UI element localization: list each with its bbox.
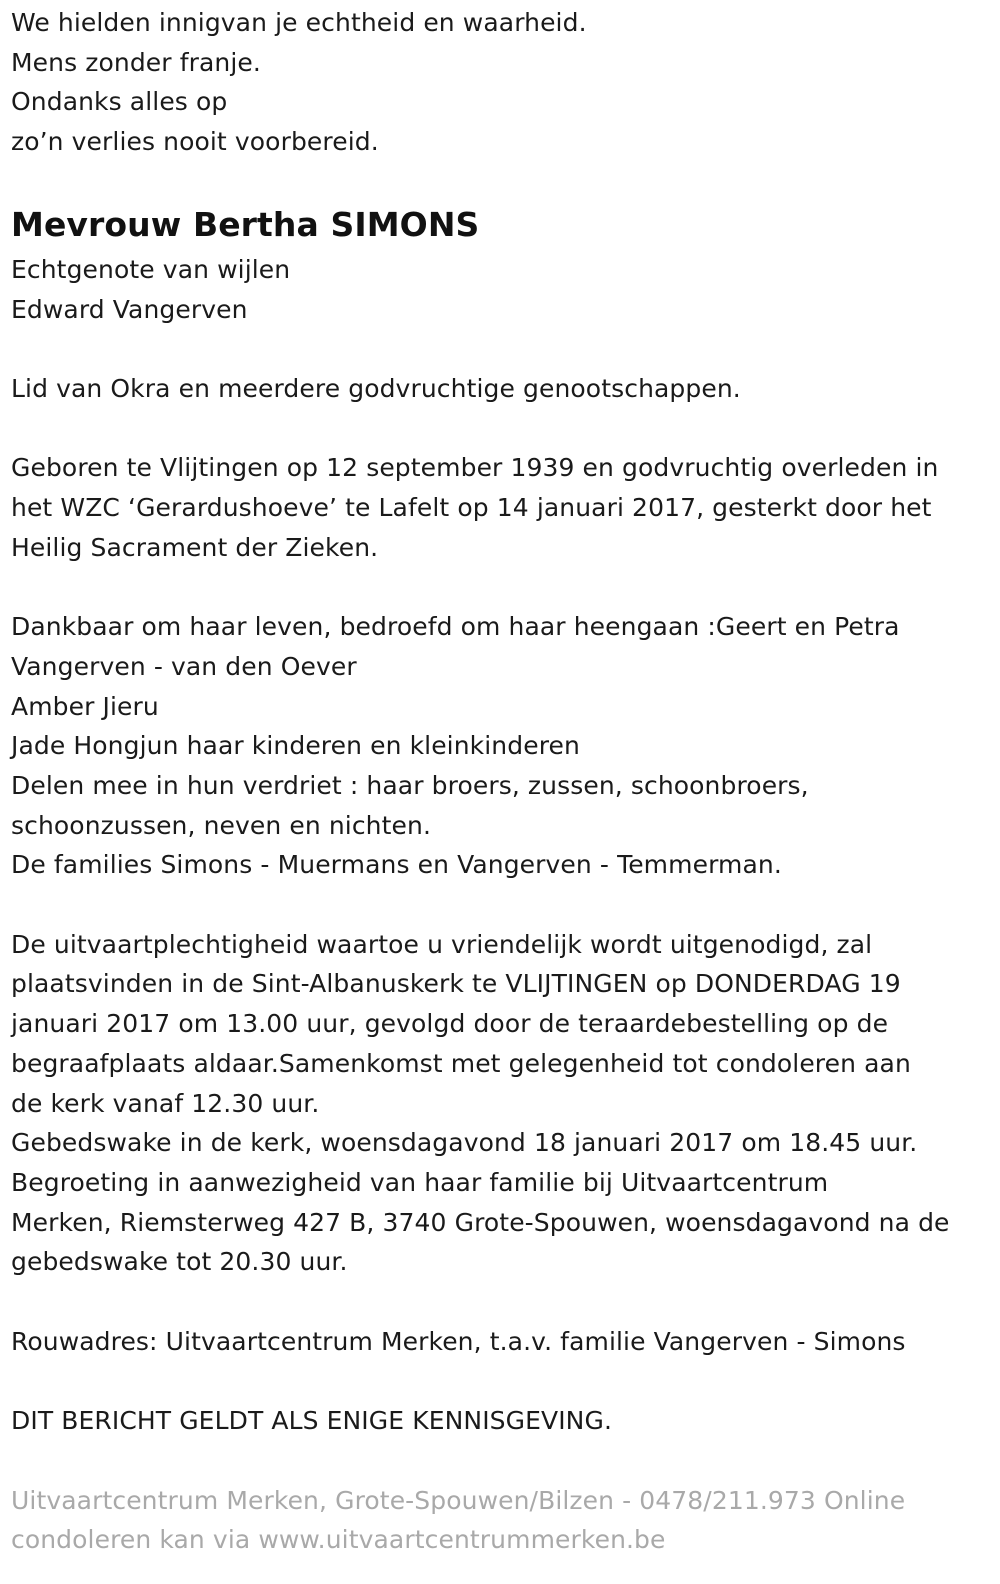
- spacer: [11, 329, 991, 369]
- footer-line: Uitvaartcentrum Merken, Grote-Spouwen/Bilzen - 0478/211.973 Online: [11, 1485, 906, 1515]
- mourning-address: Rouwadres: Uitvaartcentrum Merken, t.a.v. familie Vangerven - Simons: [11, 1326, 906, 1356]
- paragraph-line: De uitvaartplechtigheid waartoe u vriendelijk wordt uitgenodigd, zal: [11, 929, 873, 959]
- spacer: [11, 885, 991, 925]
- paragraph-line: Jade Hongjun haar kinderen en kleinkinderen: [11, 731, 580, 761]
- paragraph-line: De families Simons - Muermans en Vangerven - Temmerman.: [11, 850, 782, 880]
- paragraph-line: gebedswake tot 20.30 uur.: [11, 1247, 348, 1277]
- poem-line: We hielden innigvan je echtheid en waarheid.: [11, 8, 587, 37]
- poem-line: Ondanks alles op: [11, 87, 228, 117]
- spacer: [11, 1361, 991, 1401]
- poem: [11, 3, 991, 162]
- paragraph-line: Geboren te Vlijtingen op 12 september 1939 en godvruchtig overleden in: [11, 453, 939, 483]
- paragraph-line: januari 2017 om 13.00 uur, gevolgd door de teraardebestelling op de: [11, 1009, 889, 1039]
- paragraph-line: de kerk vanaf 12.30 uur.: [11, 1088, 320, 1118]
- spouse-line: Echtgenote van wijlen: [11, 254, 291, 284]
- paragraph-line: Merken, Riemsterweg 427 B, 3740 Grote-Spouwen, woensdagavond na de: [11, 1207, 950, 1237]
- paragraph-line: plaatsvinden in de Sint-Albanuskerk te VLIJTINGEN op DONDERDAG 19: [11, 969, 901, 999]
- spouse-line: Edward Vangerven: [11, 294, 248, 324]
- family-paragraph: [11, 607, 991, 885]
- spacer: [11, 1441, 991, 1481]
- paragraph-line: Dankbaar om haar leven, bedroefd om haar heengaan :Geert en Petra: [11, 612, 900, 642]
- spacer: [11, 567, 991, 607]
- paragraph-line: het WZC ‘Gerardushoeve’ te Lafelt op 14 januari 2017, gesterkt door het: [11, 493, 932, 522]
- poem-line: zo’n verlies nooit voorbereid.: [11, 127, 379, 157]
- paragraph-line: schoonzussen, neven en nichten.: [11, 810, 432, 840]
- notice-text: DIT BERICHT GELDT ALS ENIGE KENNISGEVING.: [11, 1406, 612, 1436]
- spouse-info: [11, 250, 991, 329]
- paragraph-line: begraafplaats aldaar.Samenkomst met gelegenheid tot condoleren aan: [11, 1048, 911, 1078]
- spacer: [11, 1282, 991, 1322]
- death-notice: [11, 3, 991, 1560]
- spacer: [11, 409, 991, 449]
- paragraph-line: Gebedswake in de kerk, woensdagavond 18 januari 2017 om 18.45 uur.: [11, 1128, 918, 1158]
- paragraph-line: Heilig Sacrament der Zieken.: [11, 532, 379, 562]
- deceased-name: Mevrouw Bertha SIMONS: [11, 204, 480, 244]
- paragraph-line: Begroeting in aanwezigheid van haar familie bij Uitvaartcentrum: [11, 1167, 829, 1197]
- paragraph-line: Delen mee in hun verdriet : haar broers, zussen, schoonbroers,: [11, 770, 809, 800]
- birth-death-paragraph: [11, 448, 991, 567]
- ceremony-paragraph: [11, 925, 991, 1282]
- footer-credit: [11, 1481, 991, 1560]
- paragraph-line: Amber Jieru: [11, 691, 159, 721]
- poem-line: Mens zonder franje.: [11, 47, 261, 77]
- footer-line: condoleren kan via www.uitvaartcentrummerken.be: [11, 1525, 666, 1555]
- paragraph-line: Vangerven - van den Oever: [11, 651, 357, 681]
- membership-text: Lid van Okra en meerdere godvruchtige genootschappen.: [11, 373, 741, 403]
